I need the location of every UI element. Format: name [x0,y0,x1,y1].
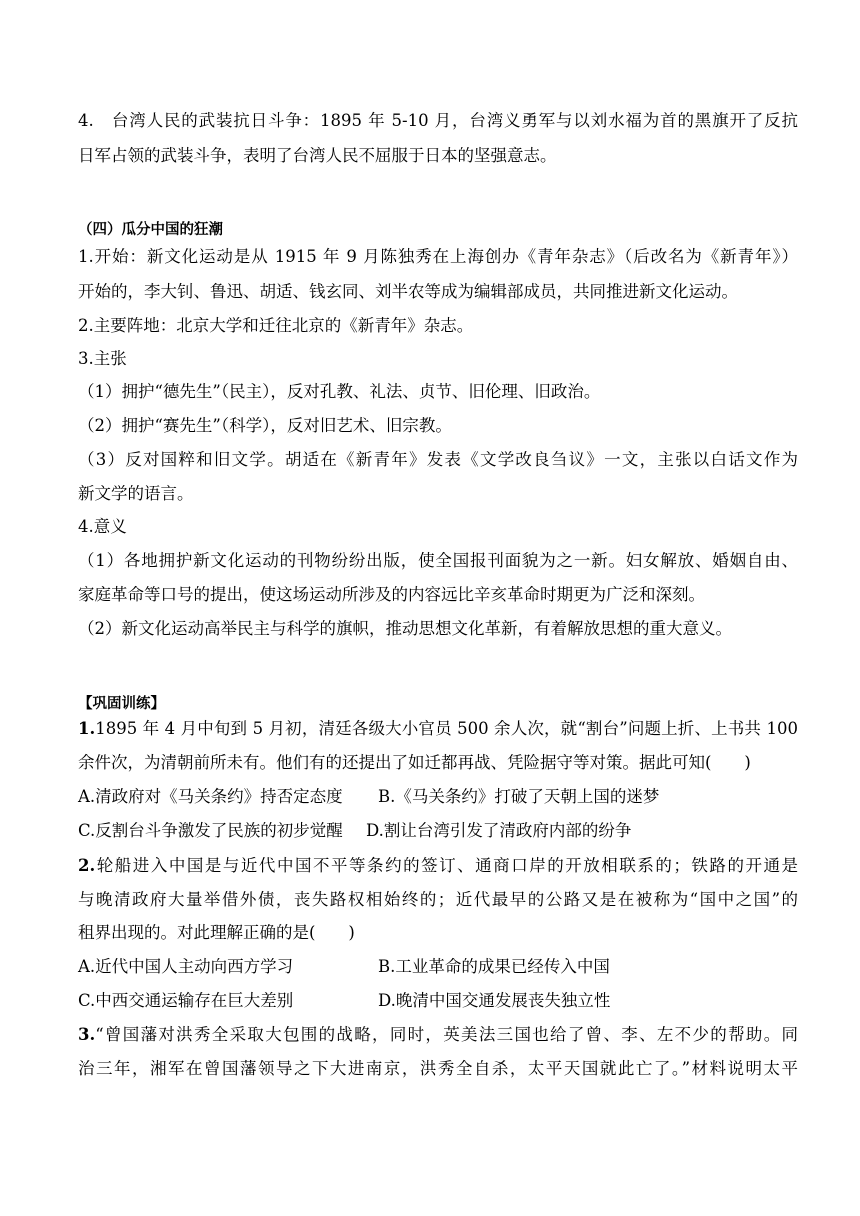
practice-heading: 【巩固训练】 [78,695,165,712]
q1-option-d: D.割让台湾引发了清政府内部的纷争 [366,821,632,840]
q3-line1 [78,1024,798,1046]
para4-title: 4.意义 [78,517,127,536]
q3-line2: 治三年，湘军在曾国藩领导之下大进南京，洪秀全自杀，太平天国就此亡了。”材料说明太平 [78,1059,798,1078]
q1-line1 [78,718,798,740]
para1-line1: 1.开始：新文化运动是从 1915 年 9 月陈独秀在上海创办《青年杂志》（后改名为《新青年》） [78,247,798,266]
para3-item3-line1: （3）反对国粹和旧文学。胡适在《新青年》发表《文学改良刍议》一文，主张以白话文作为 [78,450,798,469]
para3-item2: （2）拥护“赛先生”（科学），反对旧艺术、旧宗教。 [78,416,452,435]
q2-line1 [78,855,798,877]
q2-number: 2. [78,856,96,875]
para1-line2: 开始的，李大钊、鲁迅、胡适、钱玄同、刘半农等成为编辑部成员，共同推进新文化运动。 [78,282,738,301]
para3-item3-line2: 新文学的语言。 [78,484,194,503]
q1-text-line1: 1895 年 4 月中旬到 5 月初，清廷各级大小官员 500 余人次，就“割台”问题上折、上书共 100 [95,719,798,738]
q1-line2: 余件次，为清朝前所未有。他们有的还提出了如迁都再战、凭险据守等对策。据此可知( ) [78,753,751,772]
para4-item1-line1: （1）各地拥护新文化运动的刊物纷纷出版，使全国报刊面貌为之一新。妇女解放、婚姻自由、 [78,551,798,570]
q1-option-b: B.《马关条约》打破了天朝上国的迷梦 [378,787,660,806]
para4-item1-line2: 家庭革命等口号的提出，使这场运动所涉及的内容远比辛亥革命时期更为广泛和深刻。 [78,585,705,604]
q2-option-a: A.近代中国人主动向西方学习 [78,957,294,976]
q2-option-b: B.工业革命的成果已经传入中国 [378,957,610,976]
para3-title: 3.主张 [78,349,127,368]
q1-option-a: A.清政府对《马关条约》持否定态度 [78,787,343,806]
para3-item1: （1）拥护“德先生”（民主），反对孔教、礼法、贞节、旧伦理、旧政治。 [78,382,601,401]
q2-line2: 与晚清政府大量举借外债，丧失路权相始终的；近代最早的公路又是在被称为“国中之国”的 [78,890,798,909]
item4-line2: 日军占领的武装斗争，表明了台湾人民不屈服于日本的坚强意志。 [78,146,557,165]
q2-option-c: C.中西交通运输存在巨大差别 [78,991,294,1010]
q2-option-d: D.晚清中国交通发展丧失独立性 [378,991,611,1010]
q2-text-line1: 轮船进入中国是与近代中国不平等条约的签订、通商口岸的开放相联系的；铁路的开通是 [95,856,798,875]
q3-text-line1: “曾国藩对洪秀全采取大包围的战略，同时，英美法三国也给了曾、李、左不少的帮助。同 [95,1025,798,1044]
q1-number: 1. [78,719,96,738]
q1-option-c: C.反割台斗争激发了民族的初步觉醒 [78,821,343,840]
para4-item2: （2）新文化运动高举民主与科学的旗帜，推动思想文化革新，有着解放思想的重大意义。 [78,619,732,638]
item4-line1: 4. 台湾人民的武装抗日斗争：1895 年 5-10 月，台湾义勇军与以刘水福为首的黑旗开了反抗 [78,111,798,130]
q2-line3: 租界出现的。对此理解正确的是( ) [78,923,355,942]
para2: 2.主要阵地：北京大学和迁往北京的《新青年》杂志。 [78,316,474,335]
section-heading: （四）瓜分中国的狂潮 [78,221,223,238]
q3-number: 3. [78,1025,96,1044]
